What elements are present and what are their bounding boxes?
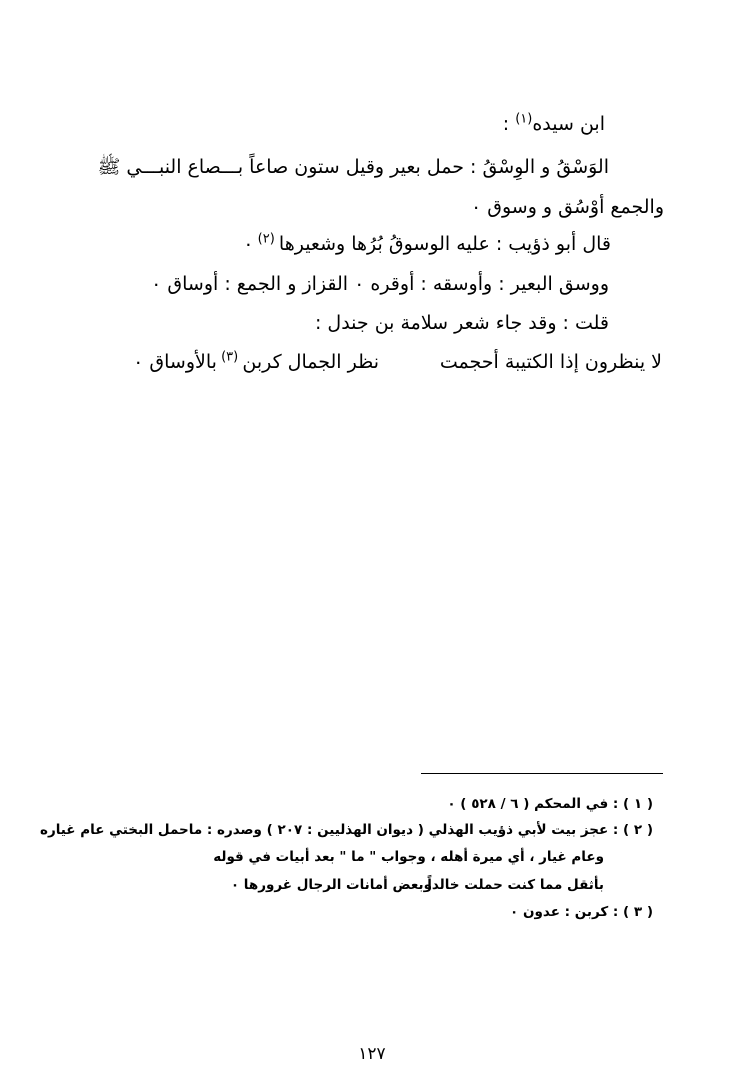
verse-second-hemistich [133, 350, 379, 374]
verse-first-hemistich: لا ينظرون إذا الكتيبة أحجمت [439, 351, 662, 373]
footnote-1: ( ١ ) : في المحكم ( ٦ / ٥٢٨ ) ٠ [447, 796, 653, 812]
text-line-qultu: قلت : وقد جاء شعر سلامة بن جندل : [314, 312, 609, 334]
text-line-definition: الوَسْقُ و الوِسْقُ : حمل بعير وقيل ستون صاعاً بـــصاع النبـــي ﷺ [97, 156, 609, 178]
verse-second-text: نظر الجمال كربن [242, 351, 379, 373]
page-number: ١٢٧ [358, 1044, 386, 1064]
footnote-ref-2: (٢) [253, 231, 279, 247]
footnote-2-line-1: ( ٢ ) : عجز بيت لأبي ذؤيب الهذلي ( ديوان الهذليين : ٢٠٧ ) وصدره : ماحمل البختي عام غياره [39, 822, 653, 838]
footnote-ref-1: (١) [515, 111, 533, 127]
footnote-divider [421, 773, 663, 774]
text-line-ibn-sidah [503, 112, 605, 136]
abu-dhuayb-quote: قال أبو ذؤيب : عليه الوسوقُ بُرُها وشعيرها [278, 233, 611, 255]
text-line-plural: والجمع أوْسُق و وسوق ٠ [470, 196, 664, 218]
text-line-wasaqa: ووسق البعير : وأوسقه : أوقره ٠ القزاز و الجمع : أوساق ٠ [151, 273, 609, 295]
abu-dhuayb-dot: ٠ [243, 233, 254, 255]
ibn-sidah-label: ابن سيده [532, 113, 605, 135]
footnote-ref-3: (٣) [216, 349, 243, 365]
footnote-2-verse-first: بأثقل مما كنت حملت خالداً [427, 877, 604, 893]
ibn-sidah-colon: : [502, 113, 516, 135]
footnote-2-verse-second: وبعض أمانات الرجال غرورها ٠ [230, 877, 432, 893]
footnote-2-line-2: وعام غيار ، أي ميرة أهله ، وجواب " ما " بعد أبيات في قوله [213, 849, 604, 865]
text-line-abu-dhuayb [243, 232, 611, 256]
footnote-3: ( ٣ ) : كربن : عدون ٠ [510, 904, 653, 920]
verse-second-tail: بالأوساق ٠ [133, 351, 217, 373]
